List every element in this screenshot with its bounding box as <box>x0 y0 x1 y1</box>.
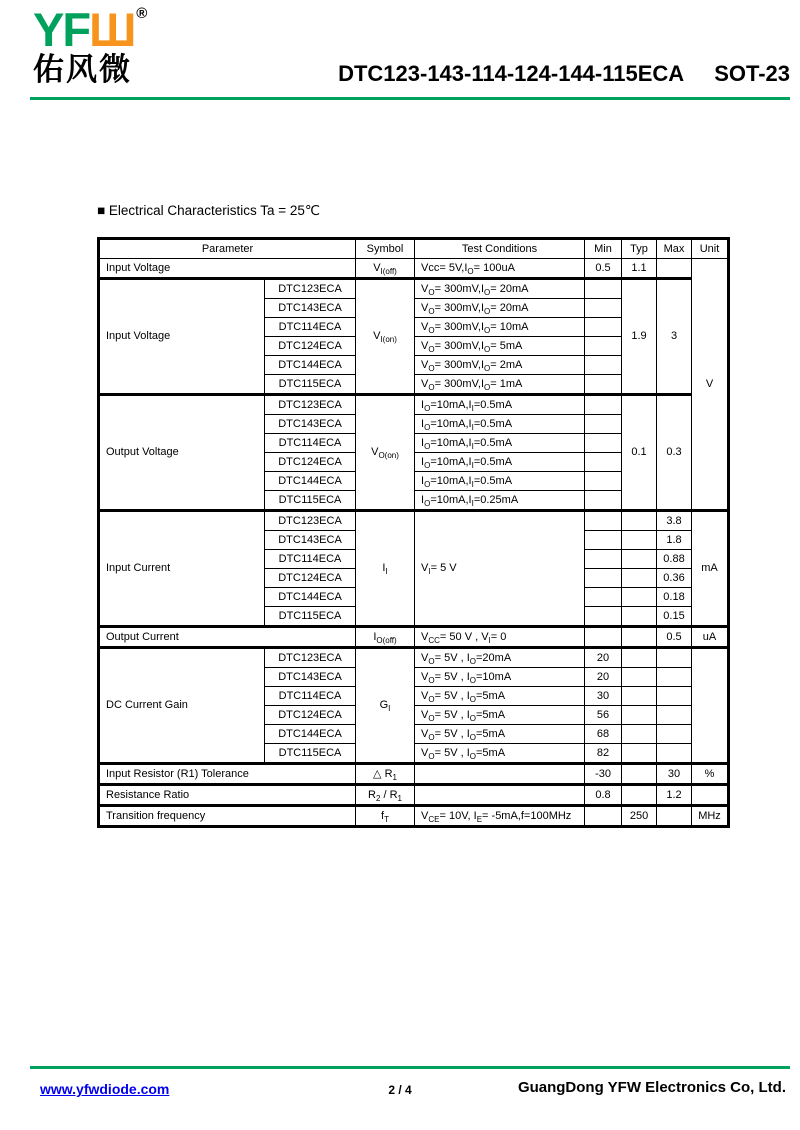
table-cell: 30 <box>657 764 692 785</box>
table-cell: Input Resistor (R1) Tolerance <box>99 764 356 785</box>
table-cell: MHz <box>692 806 729 827</box>
column-header: Symbol <box>356 239 415 259</box>
table-cell <box>585 806 622 827</box>
table-cell <box>585 337 622 356</box>
table-cell <box>585 453 622 472</box>
table-cell <box>657 744 692 764</box>
table-cell: $V_{I(off)}$ <box>356 259 415 279</box>
table-cell <box>585 472 622 491</box>
table-cell: DTC144ECA <box>265 356 356 375</box>
table-cell: DTC115ECA <box>265 744 356 764</box>
table-cell: $I_I$ <box>356 511 415 627</box>
table-cell <box>585 318 622 337</box>
table-cell: DTC143ECA <box>265 531 356 550</box>
footer-divider <box>30 1066 790 1069</box>
column-header: Max <box>657 239 692 259</box>
table-row <box>99 395 729 415</box>
package-name: SOT-23 <box>714 61 790 86</box>
table-cell: 20 <box>585 648 622 668</box>
table-cell <box>622 531 657 550</box>
table-cell: $V_O= 5V$ , $I_O=5mA$ <box>415 744 585 764</box>
table-cell: 56 <box>585 706 622 725</box>
table-header-row <box>99 239 729 259</box>
table-cell: Input Current <box>99 511 265 627</box>
table-cell: 0.88 <box>657 550 692 569</box>
table-cell <box>622 785 657 806</box>
table-cell <box>585 627 622 648</box>
table-cell: 250 <box>622 806 657 827</box>
table-cell: DTC143ECA <box>265 415 356 434</box>
table-cell <box>415 785 585 806</box>
table-cell <box>585 511 622 531</box>
table-cell <box>585 279 622 299</box>
column-header: Typ <box>622 239 657 259</box>
column-header: Parameter <box>99 239 356 259</box>
table-cell: DTC123ECA <box>265 395 356 415</box>
column-header: Unit <box>692 239 729 259</box>
table-cell: DC Current Gain <box>99 648 265 764</box>
table-cell: 82 <box>585 744 622 764</box>
header-divider <box>30 97 790 100</box>
column-header: Test Conditions <box>415 239 585 259</box>
table-cell: $V_O= 300mV,I_O= 20mA$ <box>415 299 585 318</box>
table-cell: $V_I= 5$ V <box>415 511 585 627</box>
electrical-characteristics-table <box>97 237 730 828</box>
table-cell <box>622 511 657 531</box>
table-cell <box>657 725 692 744</box>
table-cell <box>622 648 657 668</box>
table-cell <box>657 687 692 706</box>
table-cell <box>585 395 622 415</box>
table-cell <box>622 744 657 764</box>
table-cell <box>657 259 692 279</box>
table-row <box>99 785 729 806</box>
table-cell: Output Current <box>99 627 356 648</box>
table-cell: 68 <box>585 725 622 744</box>
table-cell: % <box>692 764 729 785</box>
table-cell <box>622 706 657 725</box>
table-cell: DTC115ECA <box>265 607 356 627</box>
table-cell: $I_O=10mA,I_I=0.5mA$ <box>415 472 585 491</box>
table-cell: $I_O=10mA,I_I=0.5mA$ <box>415 453 585 472</box>
table-cell: 0.5 <box>657 627 692 648</box>
table-cell: 0.1 <box>622 395 657 511</box>
table-cell: DTC114ECA <box>265 687 356 706</box>
table-cell: $V_{CE}= 10V$, $I_E= -5mA,f=100MHz$ <box>415 806 585 827</box>
section-heading: ■ Electrical Characteristics Ta = 25℃ <box>97 203 321 218</box>
table-row <box>99 511 729 531</box>
table-cell: 1.8 <box>657 531 692 550</box>
table-cell <box>622 687 657 706</box>
table-cell: 0.15 <box>657 607 692 627</box>
table-cell: $R_2 / R_1$ <box>356 785 415 806</box>
table-cell: DTC114ECA <box>265 434 356 453</box>
table-cell: $V_{I(on)}$ <box>356 279 415 395</box>
yfw-logo <box>33 3 148 87</box>
table-cell: $V_{O(on)}$ <box>356 395 415 511</box>
page-indicator: 2 / 4 <box>388 1083 412 1097</box>
table-cell: DTC123ECA <box>265 648 356 668</box>
column-header: Min <box>585 239 622 259</box>
table-cell <box>692 648 729 764</box>
table-cell <box>622 550 657 569</box>
table-cell: DTC114ECA <box>265 318 356 337</box>
table-cell: DTC143ECA <box>265 299 356 318</box>
table-cell: $G_I$ <box>356 648 415 764</box>
table-cell: DTC115ECA <box>265 491 356 511</box>
table-cell: $I_{O(off)}$ <box>356 627 415 648</box>
table-cell <box>657 706 692 725</box>
table-cell <box>657 648 692 668</box>
table-cell <box>585 375 622 395</box>
table-cell: $I_O=10mA,I_I=0.5mA$ <box>415 415 585 434</box>
registered-trademark-icon: ® <box>136 5 148 22</box>
table-cell: uA <box>692 627 729 648</box>
table-cell <box>585 491 622 511</box>
table-cell: $V_O= 300mV,I_O= 1mA$ <box>415 375 585 395</box>
part-number-title: DTC123-143-114-124-144-115ECA <box>338 61 685 86</box>
logo-yf-text: YF <box>33 3 90 56</box>
table-cell: Transition frequency <box>99 806 356 827</box>
table-cell: V <box>692 259 729 511</box>
table-cell: 0.36 <box>657 569 692 588</box>
table-cell <box>657 806 692 827</box>
table-cell: DTC123ECA <box>265 511 356 531</box>
table-cell: $V_O= 5V$ , $I_O=5mA$ <box>415 687 585 706</box>
table-cell <box>415 764 585 785</box>
table-cell: 0.5 <box>585 259 622 279</box>
table-cell <box>622 627 657 648</box>
table-cell: 3.8 <box>657 511 692 531</box>
table-cell: $V_O= 300mV,I_O= 20mA$ <box>415 279 585 299</box>
table-row <box>99 648 729 668</box>
table-cell: $I_O=10mA,I_I=0.5mA$ <box>415 434 585 453</box>
logo-w-glyph: Ш <box>89 3 135 56</box>
table-row <box>99 764 729 785</box>
table-cell <box>585 299 622 318</box>
table-cell: $V_O= 300mV,I_O= 5mA$ <box>415 337 585 356</box>
table-cell: Resistance Ratio <box>99 785 356 806</box>
table-cell <box>585 434 622 453</box>
table-cell: DTC143ECA <box>265 668 356 687</box>
table-cell: 30 <box>585 687 622 706</box>
table-cell <box>585 588 622 607</box>
table-cell <box>692 785 729 806</box>
table-cell: DTC144ECA <box>265 472 356 491</box>
table-cell: $V_O= 5V$ , $I_O=20mA$ <box>415 648 585 668</box>
table-cell <box>622 668 657 687</box>
table-cell: DTC144ECA <box>265 725 356 744</box>
table-cell: DTC124ECA <box>265 337 356 356</box>
table-cell <box>585 531 622 550</box>
table-cell: 1.9 <box>622 279 657 395</box>
table-cell: DTC144ECA <box>265 588 356 607</box>
table-cell <box>622 588 657 607</box>
table-cell: DTC124ECA <box>265 569 356 588</box>
table-row <box>99 279 729 299</box>
table-row <box>99 806 729 827</box>
table-cell <box>622 607 657 627</box>
table-cell: $V_O= 300mV,I_O= 10mA$ <box>415 318 585 337</box>
table-cell: Output Voltage <box>99 395 265 511</box>
table-cell: △ $R_1$ <box>356 764 415 785</box>
table-cell <box>585 415 622 434</box>
table-cell <box>622 569 657 588</box>
table-cell: 0.3 <box>657 395 692 511</box>
table-row <box>99 259 729 279</box>
table-cell: $I_O=10mA,I_I=0.25mA$ <box>415 491 585 511</box>
table-cell: DTC124ECA <box>265 453 356 472</box>
table-cell: $V_{CC}= 50$ V , $V_I= 0$ <box>415 627 585 648</box>
table-cell: DTC123ECA <box>265 279 356 299</box>
table-cell: $V_O= 5V$ , $I_O=5mA$ <box>415 725 585 744</box>
table-cell: 0.18 <box>657 588 692 607</box>
table-cell <box>585 550 622 569</box>
logo-chinese-name: 佑风微 <box>33 52 132 87</box>
table-cell: -30 <box>585 764 622 785</box>
table-cell: 3 <box>657 279 692 395</box>
company-name: GuangDong YFW Electronics Co, Ltd. <box>517 1079 786 1096</box>
table-cell: 1.2 <box>657 785 692 806</box>
table-cell <box>657 668 692 687</box>
table-cell: $Vcc= 5V,I_O= 100uA$ <box>415 259 585 279</box>
table-cell <box>622 725 657 744</box>
table-cell: $V_O= 5V$ , $I_O=10mA$ <box>415 668 585 687</box>
table-cell <box>585 356 622 375</box>
table-cell: DTC115ECA <box>265 375 356 395</box>
table-cell: $V_O= 5V$ , $I_O=5mA$ <box>415 706 585 725</box>
website-link[interactable]: www.yfwdiode.com <box>40 1081 170 1097</box>
table-cell: 20 <box>585 668 622 687</box>
logo-wordmark <box>33 3 148 56</box>
document-title <box>338 61 790 87</box>
table-cell: Input Voltage <box>99 259 356 279</box>
table-cell: $V_O= 300mV,I_O= 2mA$ <box>415 356 585 375</box>
table-cell <box>585 607 622 627</box>
table-cell <box>622 764 657 785</box>
table-cell: DTC114ECA <box>265 550 356 569</box>
table-cell: mA <box>692 511 729 627</box>
table-cell: $I_O=10mA,I_I=0.5mA$ <box>415 395 585 415</box>
table-cell: 1.1 <box>622 259 657 279</box>
table-cell: DTC124ECA <box>265 706 356 725</box>
table-cell: $f_T$ <box>356 806 415 827</box>
table-cell <box>585 569 622 588</box>
table-cell: Input Voltage <box>99 279 265 395</box>
table-row <box>99 627 729 648</box>
table-cell: 0.8 <box>585 785 622 806</box>
